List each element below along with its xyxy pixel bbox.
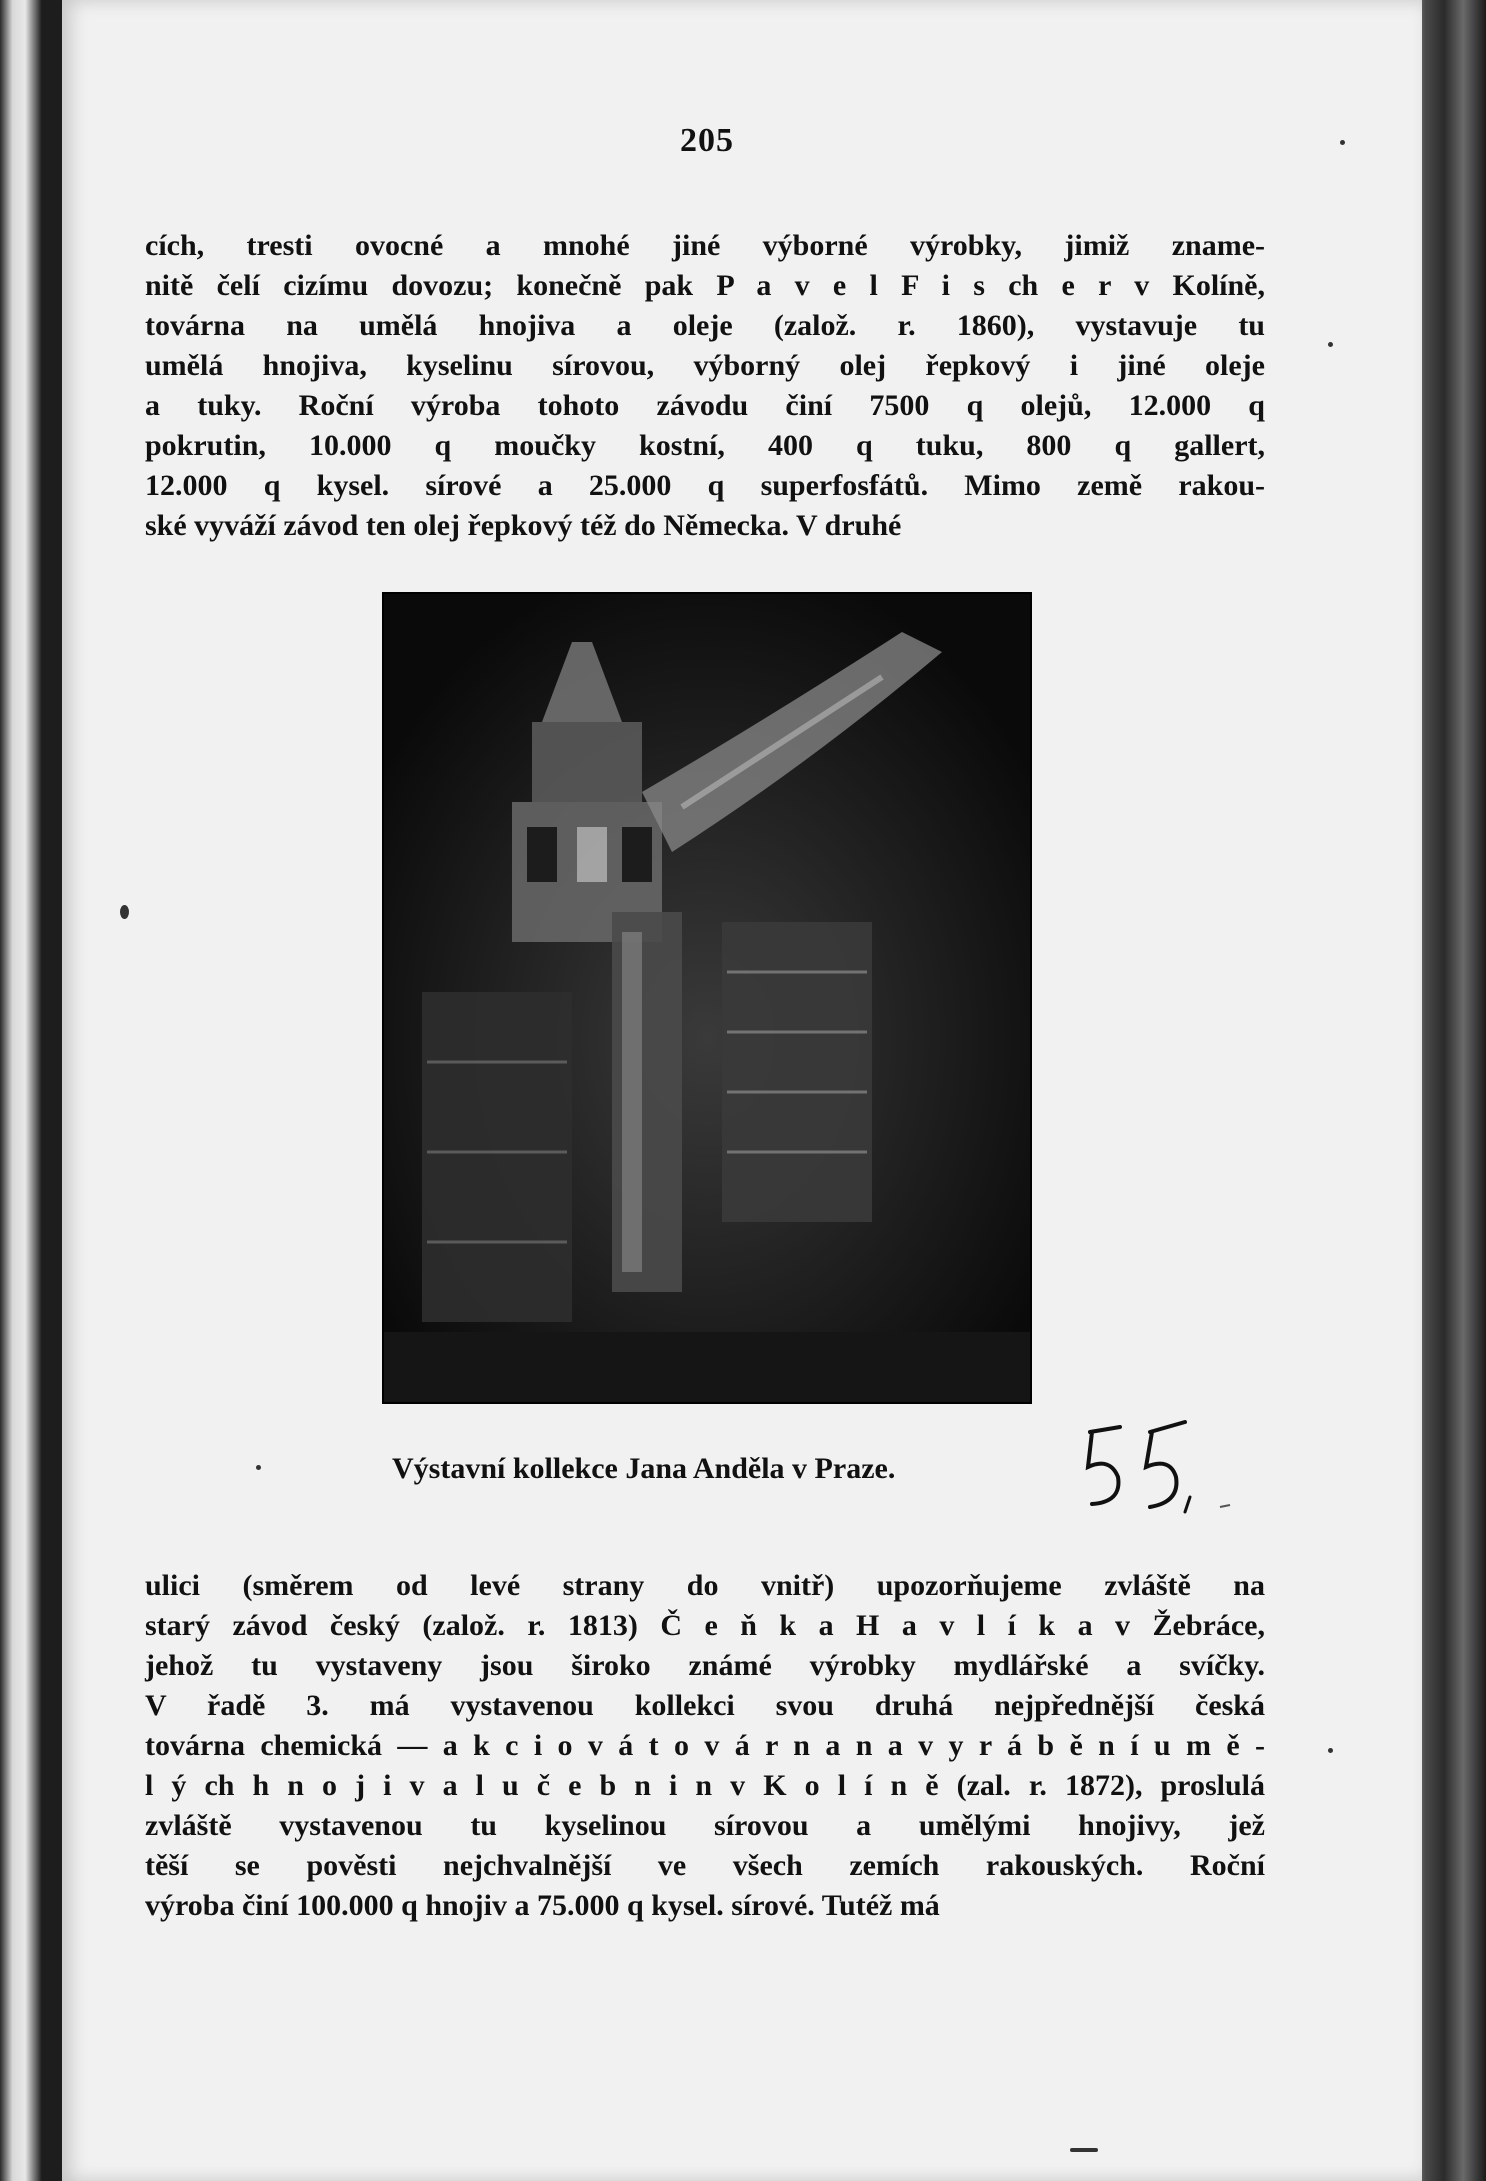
text-line: starý závod český (založ. r. 1813) Č e ň k a H a v l í k a v Žebráce, <box>145 1609 1265 1642</box>
text-line: 12.000 q kysel. sírové a 25.000 q superfosfátů. Mimo země rakou- <box>145 469 1265 502</box>
ink-speck <box>1070 2148 1098 2152</box>
text-line: jehož tu vystaveny jsou široko známé výrobky mydlářské a svíčky. <box>145 1649 1265 1682</box>
text-line: cích, tresti ovocné a mnohé jiné výborné výrobky, jimiž zname- <box>145 229 1265 262</box>
previous-page-edge <box>0 0 42 2181</box>
ink-speck <box>120 905 129 919</box>
handwritten-numeral <box>1070 1412 1250 1522</box>
paragraph-1 <box>145 226 1265 546</box>
text-line: zvláště vystavenou tu kyselinou sírovou a umělými hnojivy, jež <box>145 1809 1265 1842</box>
paragraph-2 <box>145 1566 1265 1926</box>
text-line: továrna na umělá hnojiva a oleje (založ. r. 1860), vystavuje tu <box>145 309 1265 342</box>
handwritten-annotation <box>1070 1412 1250 1522</box>
text-line: výroba činí 100.000 q hnojiv a 75.000 q kysel. sírové. Tutéž má <box>145 1889 940 1922</box>
text-line: těší se pověsti nejchvalnější ve všech zemích rakouských. Roční <box>145 1849 1265 1882</box>
figure-caption: Výstavní kollekce Jana Anděla v Praze. <box>392 1452 896 1485</box>
text-line: nitě čelí cizímu dovozu; konečně pak P a v e l F i s ch e r v Kolíně, <box>145 269 1265 302</box>
text-line: l ý ch h n o j i v a l u č e b n i n v K o l í n ě (zal. r. 1872), proslulá <box>145 1769 1265 1802</box>
page-number: 205 <box>680 122 734 159</box>
photo-illustration <box>382 592 1032 1404</box>
text-line: V řadě 3. má vystavenou kollekci svou druhá nejpřednější česká <box>145 1689 1265 1722</box>
ink-speck <box>256 1465 261 1470</box>
text-line: ské vyváží závod ten olej řepkový též do Německa. V druhé <box>145 509 902 542</box>
text-line: a tuky. Roční výroba tohoto závodu činí 7500 q olejů, 12.000 q <box>145 389 1265 422</box>
text-line: továrna chemická — a k c i o v á t o v á r n a n a v y r á b ě n í u m ě - <box>145 1729 1265 1762</box>
exhibition-photograph <box>382 592 1032 1404</box>
ink-speck <box>1340 140 1345 145</box>
ink-speck <box>1328 342 1333 347</box>
text-line: ulici (směrem od levé strany do vnitř) upozorňujeme zvláště na <box>145 1569 1265 1602</box>
text-line: umělá hnojiva, kyselinu sírovou, výborný olej řepkový i jiné oleje <box>145 349 1265 382</box>
ink-speck <box>1328 1748 1333 1753</box>
text-line: pokrutin, 10.000 q moučky kostní, 400 q tuku, 800 q gallert, <box>145 429 1265 462</box>
